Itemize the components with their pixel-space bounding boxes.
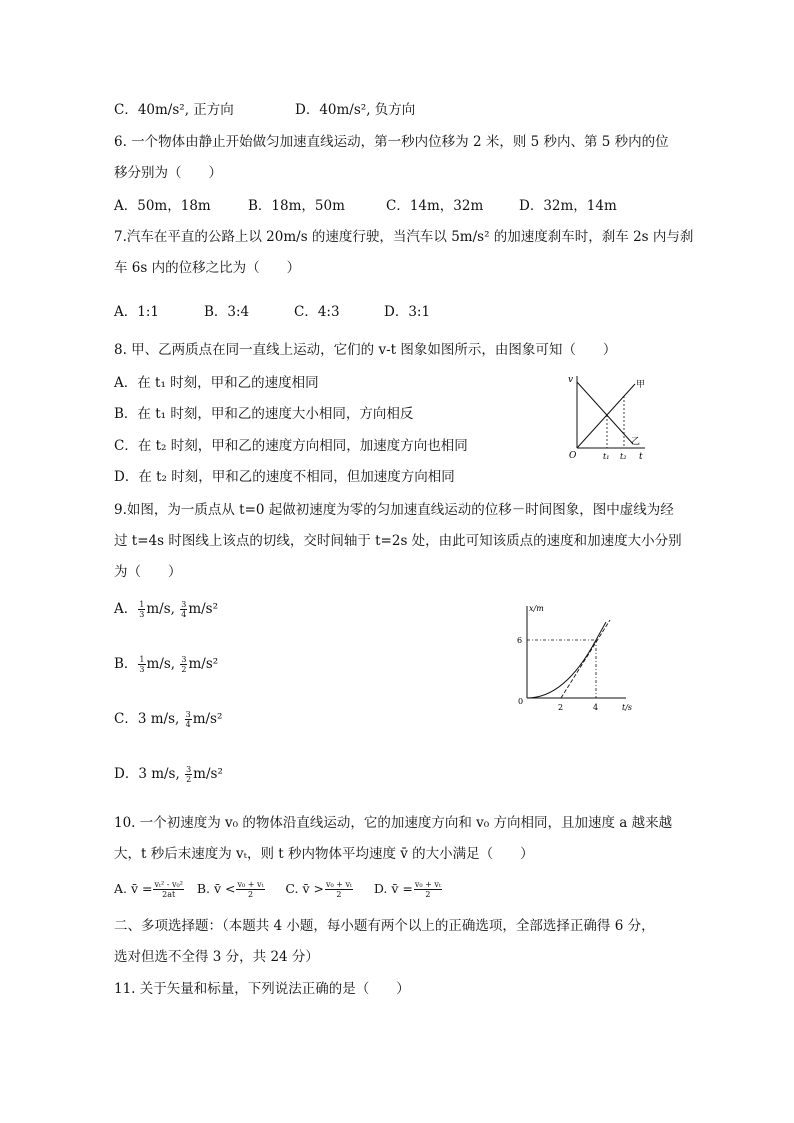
q8-label-v: v: [568, 375, 574, 385]
q10-options: [114, 880, 443, 899]
q8-line-jia: [577, 384, 635, 448]
q8-label-t2: t₂: [620, 452, 627, 461]
q9-label-t4: 4: [593, 703, 599, 712]
q9-label-six: 6: [517, 636, 523, 645]
q9-option-c: C．3 m/s, $\frac{3}{4}$ m/s²: [114, 710, 223, 729]
q7-stem-line2: 车 6s 内的位移之比为（ ）: [114, 260, 301, 276]
q9-option-b-label: B．: [114, 656, 138, 672]
q8-vt-graph: [565, 372, 665, 464]
q8-option-a: A．在 t₁ 时刻，甲和乙的速度相同: [114, 375, 319, 391]
q5-option-d: D．40m/s², 负方向: [295, 102, 416, 118]
q9-option-a: A． $\frac{1}{3}$ m/s, $\frac{3}{4}$ m/s²: [114, 600, 219, 619]
q10-option-b: B. v̄ < $\frac{\text{v₀ + vₜ}}{2}$: [196, 880, 264, 899]
fraction: $\frac{3}{4}$: [181, 600, 187, 619]
q8-option-c: C．在 t₂ 时刻，甲和乙的速度方向相同，加速度方向也相同: [114, 438, 468, 454]
fraction: $\frac{3}{2}$: [186, 765, 192, 784]
q6-stem-line2: 移分别为（ ）: [114, 165, 222, 181]
q8-label-yi: 乙: [631, 437, 641, 447]
fraction: $\frac{3}{2}$: [181, 655, 187, 674]
q9-option-a-label: A．: [114, 601, 138, 617]
fraction: $\frac{1}{3}$: [139, 655, 145, 674]
q7-option-d: D．3:1: [384, 304, 431, 320]
q9-parabola: [527, 640, 596, 698]
q9-label-t2: 2: [558, 703, 564, 712]
q5-option-c: C．40m/s², 正方向: [114, 102, 234, 118]
q6-option-b: B．18m，50m: [248, 198, 345, 214]
q7-option-b: B．3:4: [204, 304, 250, 320]
q6-option-d: D．32m，14m: [519, 198, 617, 214]
q10-option-d: D. v̄ = $\frac{\text{v₀ + vₜ}}{2}$: [373, 880, 441, 899]
fraction: $\frac{\text{v₀ + vₜ}}{2}$: [414, 880, 441, 899]
q9-stem-line3: 为（ ）: [114, 564, 182, 580]
q10-option-c: C. v̄ > $\frac{\text{v₀ + vₜ}}{2}$: [285, 880, 352, 899]
fraction: $\frac{\text{vₜ² - v₀²}}{2at}$: [154, 880, 183, 899]
q10-option-a: A. v̄ = $\frac{\text{vₜ² - v₀²}}{2at}$: [114, 880, 183, 899]
q9-xt-graph: [510, 600, 642, 712]
q7-option-c: C．4:3: [294, 304, 340, 320]
q10-stem-line2: 大，t 秒后末速度为 vₜ，则 t 秒内物体平均速度 v̄ 的大小满足（ ）: [114, 846, 534, 862]
q6-option-a: A．50m，18m: [114, 198, 211, 214]
fraction: $\frac{3}{4}$: [185, 710, 191, 729]
q9-label-ts: t/s: [622, 703, 633, 712]
q8-option-d: D．在 t₂ 时刻，甲和乙的速度不相同，但加速度方向相同: [114, 469, 455, 485]
fraction: $\frac{\text{v₀ + vₜ}}{2}$: [237, 880, 264, 899]
q9-label-zero: 0: [518, 697, 524, 706]
fraction: $\frac{\text{v₀ + vₜ}}{2}$: [325, 880, 352, 899]
q9-parabola-ext: [596, 622, 606, 640]
q8-label-o: O: [569, 451, 577, 461]
q9-option-b: B． $\frac{1}{3}$ m/s, $\frac{3}{2}$ m/s²: [114, 655, 219, 674]
q9-tangent: [561, 620, 610, 698]
section2-heading-line2: 选对但选不全得 3 分，共 24 分）: [114, 949, 319, 965]
q9-option-d-label: D．: [114, 766, 139, 782]
fraction: $\frac{1}{3}$: [139, 600, 145, 619]
q9-option-c-label: C．: [114, 711, 138, 727]
q9-option-d: D．3 m/s, $\frac{3}{2}$ m/s²: [114, 765, 223, 784]
q7-stem-line1: 7.汽车在平直的公路上以 20m/s 的速度行驶，当汽车以 5m/s² 的加速度刹车时，刹车 2s 内与刹: [114, 229, 694, 245]
q8-stem: 8. 甲、乙两质点在同一直线上运动，它们的 v-t 图象如图所示，由图象可知（ ）: [114, 342, 617, 358]
q6-stem-line1: 6. 一个物体由静止开始做匀加速直线运动，第一秒内位移为 2 米，则 5 秒内、第 5 秒内的位: [114, 134, 669, 150]
q9-stem-line2: 过 t=4s 时图线上该点的切线，交时间轴于 t=2s 处，由此可知该质点的速度和加速度大小分别: [114, 533, 682, 549]
q9-label-xm: x/m: [529, 604, 544, 613]
section2-heading-line1: 二、多项选择题：（本题共 4 小题，每小题有两个以上的正确选项，全部选择正确得 6 分，: [114, 918, 655, 934]
q9-stem-line1: 9.如图，为一质点从 t=0 起做初速度为零的匀加速直线运动的位移－时间图象，图中虚线为经: [114, 502, 674, 518]
q8-line-yi: [577, 382, 633, 444]
q8-option-b: B．在 t₁ 时刻，甲和乙的速度大小相同，方向相反: [114, 406, 414, 422]
q8-label-t1: t₁: [603, 452, 610, 461]
q11-stem: 11. 关于矢量和标量，下列说法正确的是（ ）: [114, 981, 410, 997]
q7-option-a: A．1:1: [114, 304, 159, 320]
q6-option-c: C．14m，32m: [386, 198, 484, 214]
q10-stem-line1: 10. 一个初速度为 v₀ 的物体沿直线运动，它的加速度方向和 v₀ 方向相同，且加速度 a 越来越: [114, 815, 673, 831]
q8-label-t: t: [639, 452, 643, 462]
q8-label-jia: 甲: [636, 380, 646, 390]
